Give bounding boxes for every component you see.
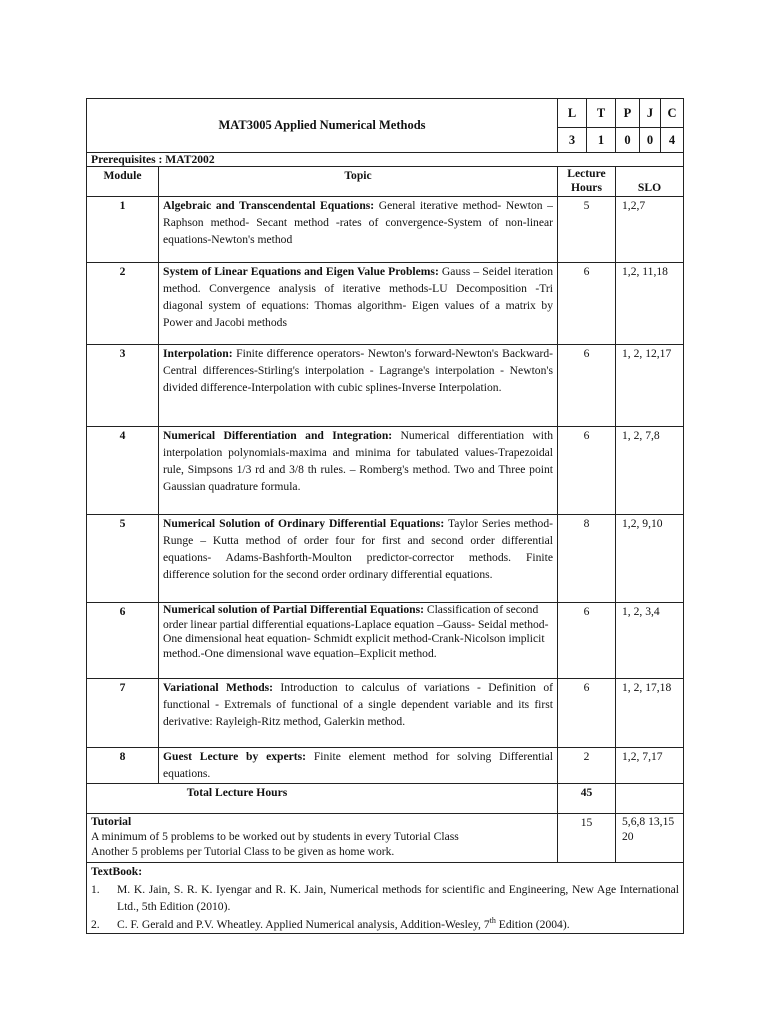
ltpjc-label: L	[558, 99, 587, 128]
ltpjc-value: 1	[587, 128, 616, 153]
module-heading: Guest Lecture by experts:	[163, 750, 307, 763]
module-heading: Numerical Solution of Ordinary Differential Equations:	[163, 517, 445, 530]
prerequisites: Prerequisites : MAT2002	[87, 153, 684, 167]
module-slo: 1,2,7	[616, 197, 684, 263]
tutorial-slo: 5,6,8 13,15 20	[616, 814, 684, 863]
module-row	[87, 515, 684, 603]
title-row	[87, 99, 684, 128]
module-row	[87, 603, 684, 679]
textbook-item-text: M. K. Jain, S. R. K. Iyengar and R. K. Jain, Numerical methods for scientific and Engineering, New Age International Ltd., 5th Edition (2010).	[117, 882, 679, 913]
lecture-hours-header: Lecture Hours	[558, 167, 616, 197]
module-row	[87, 427, 684, 515]
tutorial-row	[87, 814, 684, 863]
module-topic	[159, 345, 558, 427]
module-row	[87, 748, 684, 784]
ltpjc-value: 3	[558, 128, 587, 153]
module-text: Finite element method for solving Differential equations.	[163, 750, 553, 780]
module-topic	[159, 748, 558, 784]
module-heading: Numerical solution of Partial Differential Equations:	[163, 603, 424, 616]
module-topic	[159, 263, 558, 345]
module-hours: 6	[558, 427, 616, 515]
module-hours: 2	[558, 748, 616, 784]
course-title: MAT3005 Applied Numerical Methods	[87, 99, 558, 153]
module-heading: Interpolation:	[163, 347, 233, 360]
ltpjc-value: 4	[661, 128, 684, 153]
module-heading: System of Linear Equations and Eigen Value Problems:	[163, 265, 439, 278]
tutorial-cell	[87, 814, 558, 863]
module-slo: 1, 2, 3,4	[616, 603, 684, 679]
module-row	[87, 345, 684, 427]
module-heading: Variational Methods:	[163, 681, 274, 694]
module-text: Introduction to calculus of variations - Definition of functional - Extremals of functional of a single dependent variable and its first derivative: Rayleigh-Ritz method, Galerkin method.	[163, 681, 553, 728]
module-number: 8	[87, 748, 159, 784]
tutorial-line: Another 5 problems per Tutorial Class to be given as home work.	[91, 845, 395, 858]
module-slo: 1,2, 9,10	[616, 515, 684, 603]
module-hours: 6	[558, 679, 616, 748]
textbook-item-number: 2.	[91, 917, 100, 931]
module-number: 3	[87, 345, 159, 427]
ltpjc-label: P	[616, 99, 640, 128]
ltpjc-value: 0	[640, 128, 661, 153]
tutorial-hours: 15	[558, 814, 616, 863]
module-text: Finite difference operators- Newton's forward-Newton's Backward- Central differences-Stirling's interpolation - Lagrange's interpolation - Newton's divided difference-Interpolation with cubic splines-Inverse Interpolation.	[163, 347, 553, 394]
module-topic	[159, 427, 558, 515]
total-row	[87, 784, 684, 814]
module-slo: 1, 2, 17,18	[616, 679, 684, 748]
module-row	[87, 197, 684, 263]
ltpjc-label: C	[661, 99, 684, 128]
module-number: 4	[87, 427, 159, 515]
textbook-cell	[87, 863, 684, 934]
topic-header: Topic	[159, 167, 558, 197]
column-header-row	[87, 167, 684, 197]
module-heading: Algebraic and Transcendental Equations:	[163, 199, 375, 212]
textbook-item	[91, 916, 679, 934]
tutorial-heading: Tutorial	[91, 815, 132, 828]
module-hours: 8	[558, 515, 616, 603]
slo-header: SLO	[616, 167, 684, 197]
total-hours: 45	[558, 784, 616, 814]
module-slo: 1,2, 7,17	[616, 748, 684, 784]
module-number: 1	[87, 197, 159, 263]
module-topic	[159, 197, 558, 263]
textbook-list	[91, 881, 679, 934]
module-number: 5	[87, 515, 159, 603]
module-slo: 1, 2, 12,17	[616, 345, 684, 427]
ltpjc-label: T	[587, 99, 616, 128]
module-topic	[159, 603, 558, 679]
module-heading: Numerical Differentiation and Integration:	[163, 429, 393, 442]
textbook-row	[87, 863, 684, 934]
module-number: 7	[87, 679, 159, 748]
module-text: Numerical differentiation with interpolation polynomials-maxima and minima for tabulated values-Trapezoidal rule, Simpsons 1/3 rd and 3/8 th rules. – Romberg's method. Two and Three point Gaussian quadrature formula.	[163, 429, 554, 493]
syllabus-table	[86, 98, 684, 934]
module-text: Gauss – Seidel iteration method. Convergence analysis of iterative methods-LU Decomposition -Tri diagonal system of equations: Thomas algorithm- Eigen values of a matrix by Power and Jacobi methods	[163, 265, 553, 329]
module-hours: 6	[558, 345, 616, 427]
module-header: Module	[87, 167, 159, 197]
ltpjc-label: J	[640, 99, 661, 128]
total-label: Total Lecture Hours	[87, 784, 558, 814]
module-number: 6	[87, 603, 159, 679]
module-row	[87, 263, 684, 345]
textbook-heading: TextBook:	[91, 865, 143, 878]
module-topic	[159, 515, 558, 603]
ltpjc-value: 0	[616, 128, 640, 153]
textbook-item	[91, 881, 679, 916]
textbook-item-sup: th	[489, 915, 496, 925]
module-hours: 5	[558, 197, 616, 263]
module-topic	[159, 679, 558, 748]
module-number: 2	[87, 263, 159, 345]
syllabus-sheet	[86, 98, 683, 934]
textbook-item-text: Edition (2004).	[495, 917, 570, 931]
module-hours: 6	[558, 603, 616, 679]
module-slo: 1, 2, 7,8	[616, 427, 684, 515]
module-text: Taylor Series method-Runge – Kutta method of order four for first and second order differential equations- Adams-Bashforth-Moulton predictor-corrector methods. Finite difference solution for the second order ordinary differential equations.	[163, 517, 553, 581]
tutorial-line: A minimum of 5 problems to be worked out by students in every Tutorial Class	[91, 830, 459, 843]
textbook-item-text: C. F. Gerald and P.V. Wheatley. Applied Numerical analysis, Addition-Wesley, 7	[117, 917, 490, 931]
module-row	[87, 679, 684, 748]
module-text: General iterative method- Newton – Raphson method- Secant method -rates of convergence-System of non-linear equations-Newton's method	[163, 199, 553, 246]
textbook-item-number: 1.	[91, 882, 100, 896]
module-text: Classification of second order linear partial differential equations-Laplace equation –Gauss- Seidal method-One dimensional heat equation- Schmidt explicit method-Crank-Nicolson implicit method.-One dimensional wave equation–Explicit method.	[163, 603, 549, 660]
module-hours: 6	[558, 263, 616, 345]
module-slo: 1,2, 11,18	[616, 263, 684, 345]
